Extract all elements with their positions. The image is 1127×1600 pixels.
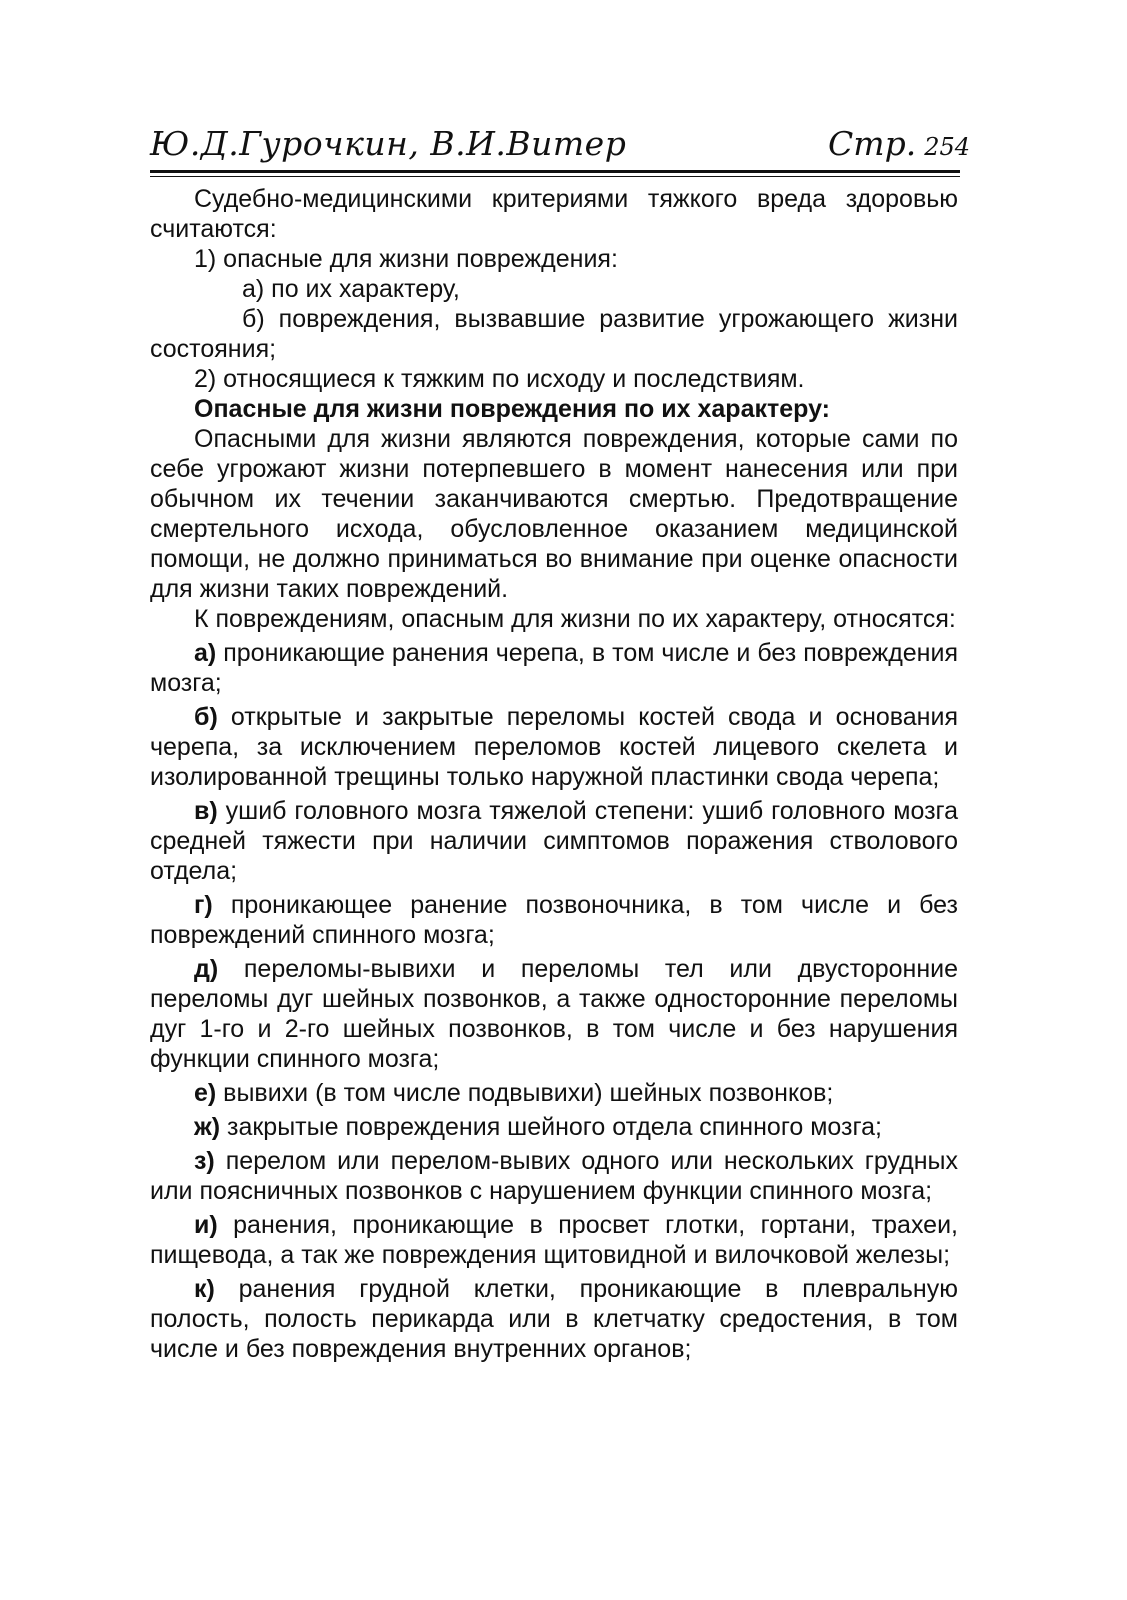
paragraph-criterion-1: 1) опасные для жизни повреждения: (194, 245, 618, 273)
list-item-text: переломы-вывихи и переломы тел или двусторонние переломы дуг шейных позвонков, а также односторонние переломы дуг 1-го и 2-го шейных позвонков, в том числе и без нарушения функции спинного мозга; (150, 955, 958, 1073)
list-item (150, 702, 958, 792)
header-authors: Ю.Д.Гурочкин, В.И.Витер (150, 124, 627, 163)
list-item (150, 1078, 958, 1108)
paragraph-definition: Опасными для жизни являются повреждения, которые сами по себе угрожают жизни потерпевшего в момент нанесения или при обычном их течении заканчиваются смертью. Предотвращение смертельного исхода, обусловленное оказанием медицинской помощи, не должно приниматься во внимание при оценке опасности для жизни таких повреждений. (150, 425, 958, 603)
list-item-marker: е) (194, 1079, 217, 1107)
list-item (150, 1210, 958, 1270)
paragraph-criterion-1a: а) по их характеру, (242, 275, 460, 303)
list-item (150, 890, 958, 950)
header-page-number: 254 (924, 133, 970, 161)
header-page-label: Стр. (828, 124, 917, 163)
paragraph-criterion-2: 2) относящиеся к тяжким по исходу и последствиям. (194, 365, 805, 393)
list-item-marker: в) (194, 797, 218, 825)
list-item-text: ушиб головного мозга тяжелой степени: ушиб головного мозга средней тяжести при наличии симптомов поражения стволового отдела; (150, 797, 958, 885)
list-item-marker: а) (194, 639, 217, 667)
list-item-marker: к) (194, 1275, 215, 1303)
section-heading: Опасные для жизни повреждения по их характеру: (194, 395, 830, 423)
list-item-marker: ж) (194, 1113, 221, 1141)
list-item (150, 1146, 958, 1206)
list-item-marker: и) (194, 1211, 218, 1239)
list-item-text: закрытые повреждения шейного отдела спинного мозга; (220, 1113, 882, 1141)
list-item-text: проникающие ранения черепа, в том числе и без повреждения мозга; (150, 639, 958, 697)
list-item-text: проникающее ранение позвоночника, в том числе и без повреждений спинного мозга; (150, 891, 958, 949)
paragraph-criterion-1b: б) повреждения, вызвавшие развитие угрожающего жизни состояния; (150, 305, 958, 363)
list-item-text: ранения, проникающие в просвет глотки, гортани, трахеи, пищевода, а так же повреждения щитовидной и вилочковой железы; (150, 1211, 958, 1269)
list-item-marker: д) (194, 955, 219, 983)
header-rule-thin (150, 176, 960, 177)
list-item (150, 1112, 958, 1142)
header-rule-thick (150, 170, 960, 173)
running-header (150, 120, 980, 168)
header-page-ref (828, 124, 970, 163)
list-item-text: вывихи (в том числе подвывихи) шейных позвонков; (216, 1079, 834, 1107)
paragraph-list-intro: К повреждениям, опасным для жизни по их характеру, относятся: (194, 605, 956, 633)
list-item-text: ранения грудной клетки, проникающие в плевральную полость, полость перикарда или в клетчатку средостения, в том числе и без повреждения внутренних органов; (150, 1275, 958, 1363)
list-item (150, 638, 958, 698)
list-item-text: открытые и закрытые переломы костей свода и основания черепа, за исключением переломов костей лицевого скелета и изолированной трещины только наружной пластинки свода черепа; (150, 703, 958, 791)
list-item-marker: г) (194, 891, 213, 919)
list-item-marker: б) (194, 703, 218, 731)
paragraph-criteria-intro: Судебно-медицинскими критериями тяжкого вреда здоровью считаются: (150, 185, 958, 243)
list-item-text: перелом или перелом-вывих одного или нескольких грудных или поясничных позвонков с нарушением функции спинного мозга; (150, 1147, 958, 1205)
list-item (150, 796, 958, 886)
page-body (150, 184, 958, 1364)
list-item-marker: з) (194, 1147, 215, 1175)
list-item (150, 1274, 958, 1364)
list-item (150, 954, 958, 1074)
